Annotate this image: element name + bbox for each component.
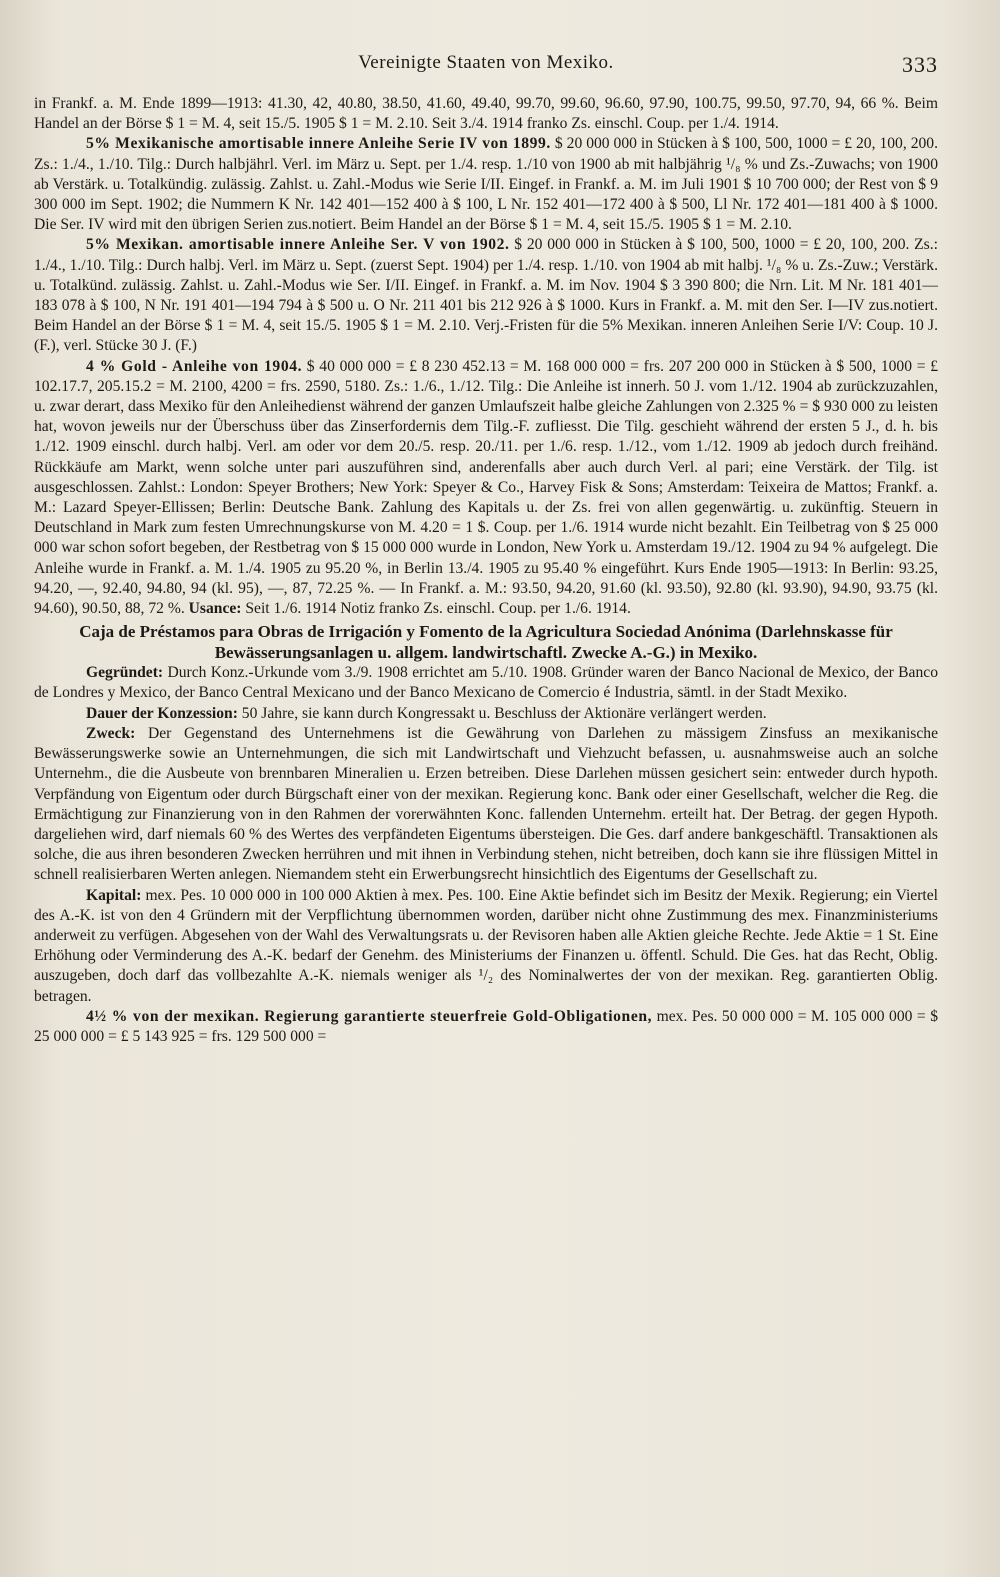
field-text: mex. Pes. 10 000 000 in 100 000 Aktien à mex. Pes. 100. Eine Aktie befindet sich im Besitz der Mexik. Regierung; ein Viertel des A.-K. ist von den 4 Gründern mit der Verpflichtung übernommen worden, darüber nicht ohne Zustimmung des mex. Finanzministeriums anderweit zu verfügen. Abgesehen von der Wahl des Verwaltungsrats u. der Revisoren haben alle Aktien gleiche Rechte. Jede Aktie = 1 St. Eine Erhöhung oder Verminderung des A.-K. bedarf der Genehm. des Ministeriums der Finanzen u. öffentl. Schuld. Die Ges. hat das Recht, Oblig. auszugeben, doch darf das vollbezahlte A.-K. niemals weniger als ¹/₂ des Nominalwertes der von der mexikan. Reg. garantierten Oblig. betragen.	[34, 886, 938, 1005]
paragraph-gold-anleihe-1904	[34, 357, 938, 620]
company-subtitle: (Darlehnskasse für Bewässerungsanlagen u. allgem. landwirtschaftl. Zwecke A.-G.) in Mexiko.	[214, 622, 893, 663]
paragraph-anleihe-serie-v	[34, 235, 938, 356]
paragraph-kapital	[34, 886, 938, 1007]
company-name: Caja de Préstamos para Obras de Irrigación y Fomento de la Agricultura Sociedad Anónima	[79, 622, 752, 642]
field-label: Dauer der Konzession:	[86, 704, 238, 722]
section-heading: 5% Mexikanische amortisable innere Anleihe Serie IV von 1899.	[86, 135, 551, 153]
paragraph-text: $ 40 000 000 = £ 8 230 452.13 = M. 168 000 000 = frs. 207 200 000 in Stücken à $ 500, 1000 = £ 102.17.7, 205.15.2 = M. 2100, 4200 = frs. 2590, 5180. Zs.: 1./6., 1./12. Tilg.: Die Anleihe ist innerh. 50 J. vom 1./12. 1904 ab zurückzuzahlen, u. zwar derart, dass Mexiko für den Anleihedienst während der ganzen Umlaufszeit halbe gleiche Zahlungen von 2.325 % = $ 930 000 zu leisten hat, wovon jeweils nur der Überschuss über das Zinserfordernis dem Tilg.-F. zufliesst. Die Tilg. geschieht während der ersten 5 J., d. h. bis 1./12. 1909 einschl. durch halbj. Verl. am oder vor dem 20./5. resp. 20./11. per 1./6. resp. 1./12., vom 1./12. 1909 ab jedoch durch freihänd. Rückkäufe am Markt, wenn solche unter pari auszuführen sind, anderenfalls aber auch durch Verl. al pari; eine Verstärk. der Tilg. ist ausgeschlossen. Zahlst.: London: Speyer Brothers; New York: Speyer & Co., Harvey Fisk & Sons; Amsterdam: Teixeira de Mattos; Frankf. a. M.: Lazard Speyer-Ellissen; Berlin: Deutsche Bank. Zahlung des Kapitals u. der Zs. frei von allen gegenwärtig. u. zukünftig. Steuern in Deutschland in Mark zum festen Umrechnungskurse von M. 4.20 = 1 $. Coup. per 1./6. 1914 wurde nicht bezahlt. Ein Teilbetrag von $ 25 000 000 war schon sofort begeben, der Restbetrag von $ 15 000 000 wurde in London, New York u. Amsterdam 19./12. 1904 zu 94 % aufgelegt. Die Anleihe wurde in Frankf. a. M. 1./4. 1905 zu 95.20 %, in Berlin 13./4. 1905 zu 95.40 % eingeführt. Kurs Ende 1905—1913: In Berlin: 93.25, 94.20, —, 92.40, 94.80, 94 (kl. 95), —, 87, 72.25 %. — In Frankf. a. M.: 93.50, 94.20, 91.60 (kl. 93.50), 92.80 (kl. 93.90), 94.90, 93.75 (kl. 94.60), 90.50, 88, 72 %.	[34, 357, 938, 618]
paragraph-text: in Frankf. a. M. Ende 1899—1913: 41.30, 42, 40.80, 38.50, 41.60, 49.40, 99.70, 99.60, 96.60, 97.90, 100.75, 99.50, 97.70, 94, 66 %. Beim Handel an der Börse $ 1 = M. 4, seit 15./5. 1905 $ 1 = M. 2.10. Seit 3./4. 1914 franko Zs. einschl. Coup. per 1./4. 1914.	[34, 95, 938, 133]
page-number: 333	[902, 52, 938, 77]
section-heading: 4 % Gold - Anleihe von 1904.	[86, 357, 303, 375]
field-text: Durch Konz.-Urkunde vom 3./9. 1908 errichtet am 5./10. 1908. Gründer waren der Banco Nacional de Mexico, der Banco de Londres y Mexico, der Banco Central Mexicano und der Banco Mexicano de Comercio é Industria, sämtl. in der Stadt Mexiko.	[34, 664, 938, 702]
field-label: Kapital:	[86, 886, 142, 904]
page-body	[34, 94, 938, 1047]
usance-label: Usance:	[188, 600, 242, 618]
field-text: 50 Jahre, sie kann durch Kongressakt u. Beschluss der Aktionäre verlängert werden.	[237, 704, 767, 722]
field-label: Gegründet:	[86, 664, 164, 682]
field-text: Der Gegenstand des Unternehmens ist die Gewährung von Darlehen zu mässigem Zinsfuss an mexikanische Bewässerungswerke sowie an Unternehmungen, die sich mit Landwirtschaft und Viehzucht befassen, u. ausnahmsweise auch an solche Unternehm., die die Ausbeute von brennbaren Mineralien u. Erzen betreiben. Diese Darlehen müssen gesichert sein: entweder durch hypoth. Verpfändung von Eigentum oder durch Bürgschaft einer von der mexikan. Regierung konc. Bank oder einer Gesellschaft, welcher die Reg. die Ermächtigung zur Finanzierung von in den Rahmen der vorerwähnten Konc. fallenden Unternehm. erteilt hat. Der Betrag. der gegen Hypoth. dargeliehen wird, darf niemals 60 % des Wertes des verpfändeten Eigentums übersteigen. Die Ges. darf andere bankgeschäftl. Transaktionen als solche, die aus ihren besonderen Zwecken herrühren und mit ihnen in Verbindung stehen, nicht betreiben, doch kann sie ihre flüssigen Mittel in schnell realisierbaren Werten anlegen. Niemandem steht ein Erwerbungsrecht hinsichtlich des Eigentums der Gesellschaft zu.	[34, 724, 938, 884]
paragraph-gegruendet	[34, 663, 938, 703]
paragraph-kurse-1899-1913	[34, 94, 938, 134]
company-heading	[34, 621, 938, 663]
paragraph-anleihe-serie-iv	[34, 134, 938, 235]
paragraph-text: $ 20 000 000 in Stücken à $ 100, 500, 1000 = £ 20, 100, 200. Zs.: 1./4., 1./10. Tilg.: Durch halbj. Verl. im März u. Sept. (zuerst Sept. 1904) per 1./4. resp. 1./10. von 1904 ab mit halbj. ¹/₈ % u. Zs.-Zuw.; Verstärk. u. Totalkünd. zulässig. Zahlst. u. Zahl.-Modus wie Ser. I/II. Eingef. in Frankf. a. M. im Nov. 1904 $ 3 390 800; die Nrn. Lit. M Nr. 181 401—183 078 à $ 100, N Nr. 191 401—194 794 à $ 500 u. O Nr. 211 401 bis 212 926 à $ 1000. Kurs in Frankf. a. M. mit den Ser. I—IV zus.notiert. Beim Handel an der Börse $ 1 = M. 4, seit 15./5. 1905 $ 1 = M. 2.10. Verj.-Fristen für die 5% Mexikan. inneren Anleihen Serie I/V: Coup. 10 J. (F.), verl. Stücke 30 J. (F.)	[34, 236, 938, 355]
paragraph-text: $ 20 000 000 in Stücken à $ 100, 500, 1000 = £ 20, 100, 200. Zs.: 1./4., 1./10. Tilg.: Durch halbjährl. Verl. im März u. Sept. per 1./4. resp. 1./10 von 1900 ab mit halbjährig ¹/₈ % und Zs.-Zuwachs; von 1900 ab Verstärk. u. Totalkündig. zulässig. Zahlst. u. Zahl.-Modus wie Serie I/II. Eingef. in Frankf. a. M. im Juli 1901 $ 10 700 000; der Rest von $ 9 300 000 im Sept. 1902; die Nummern K Nr. 142 401—152 400 à $ 100, L Nr. 152 401—172 400 à $ 500, Ll Nr. 172 401—181 400 à $ 1000. Die Ser. IV wird mit den übrigen Serien zus.notiert. Beim Handel an der Börse $ 1 = M. 4, seit 15./5. 1905 $ 1 = M. 2.10.	[34, 135, 938, 234]
field-label: Zweck:	[86, 724, 136, 742]
paragraph-dauer	[34, 704, 938, 724]
page-header	[34, 52, 938, 82]
section-heading: 4½ % von der mexikan. Regierung garantierte steuerfreie Gold-Obligationen,	[86, 1007, 653, 1025]
paragraph-gold-obligationen	[34, 1007, 938, 1047]
paragraph-zweck	[34, 724, 938, 886]
running-title: Vereinigte Staaten von Mexiko.	[358, 52, 614, 73]
usance-text: Seit 1./6. 1914 Notiz franko Zs. einschl. Coup. per 1./6. 1914.	[241, 600, 631, 618]
section-heading: 5% Mexikan. amortisable innere Anleihe Ser. V von 1902.	[86, 236, 510, 254]
paragraph-text: mex. Pes. 50 000 000 = M. 105 000 000 = $ 25 000 000 = £ 5 143 925 = frs. 129 500 000 =	[34, 1007, 938, 1045]
